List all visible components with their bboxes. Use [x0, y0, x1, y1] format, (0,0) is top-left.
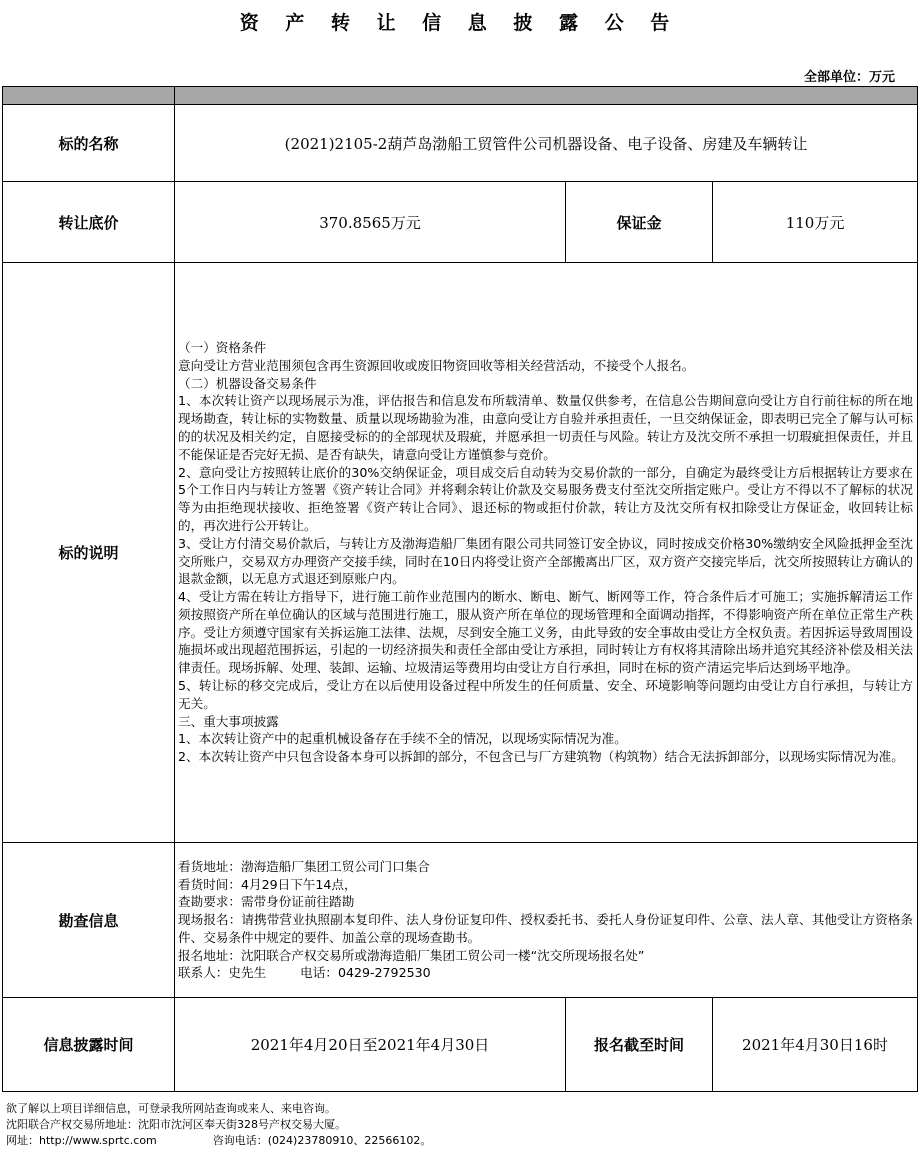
contact-line	[178, 964, 913, 982]
deposit-value: 110万元	[713, 182, 918, 263]
description-paragraph: 2、意向受让方按照转让底价的30%交纳保证金，项目成交后自动转为交易价款的一部分，自确定为最终受让方后根据转让方要求在5个工作日内与转让方签署《资产转让合同》并将剩余转让价款及交易服务费支付至沈交所指定账户。受让方不得以不了解标的状况等为由拒绝现状接收、拒绝签署《资产转让合同》、退还标的物或拒付价款，转让方及沈交所有权扣除受让方保证金，收回转让标的，再次进行公开转让。	[178, 464, 914, 533]
description-paragraph: （二）机器设备交易条件	[178, 375, 317, 391]
description-paragraph: （一）资格条件	[178, 339, 267, 355]
inspection-line: 看货时间：4月29日下午14点，	[178, 876, 357, 892]
description-paragraph: 1、本次转让资产以现场展示为准，评估报告和信息发布所载清单、数量仅供参考，在信息公告期间意向受让方自行前往标的所在地现场勘查，转让标的实物数量、质量以现场勘验为准，由意向受让方自验并承担责任，一旦交纳保证金，即表明已完全了解与认可标的的状况及相关约定，自愿接受标的的全部现状及瑕疵，并愿承担一切责任与风险。转让方及沈交所不承担一切瑕疵担保责任，并且不能保证是否完好无损、是否有缺失，请意向受让方谨慎参与竞价。	[178, 393, 914, 462]
header-bar-row	[3, 87, 918, 105]
contact-phone: 电话：0429-2792530	[300, 965, 431, 981]
description-paragraph: 4、受让方需在转让方指导下，进行施工前作业范围内的断水、断电、断气、断网等工作，符合条件后才可施工；实施拆解清运工作须按照资产所在单位确认的区域与范围进行施工，服从资产所在单位的现场管理和全面调动指挥，不得影响资产所在单位正常生产秩序。受让方须遵守国家有关拆运施工法律、法规，尽到安全施工义务，由此导致的安全事故由受让方全权负责。若因拆运导致周围设施损坏或出现超范围拆运，引起的一切经济损失和责任全部由受让方承担，同时转让方有权将其清除出场并追究其经济补偿及相关法律责任。现场拆解、处理、装卸、运输、垃圾清运等费用均由受让方自行承担，同时在标的资产清运完毕后达到场平地净。	[178, 589, 914, 676]
deadline-value: 2021年4月30日16时	[713, 998, 918, 1092]
target-name-value: (2021)2105-2葫芦岛渤船工贸管件公司机器设备、电子设备、房建及车辆转让	[175, 105, 918, 182]
footer-phone: 咨询电话：(024)23780910、22566102。	[212, 1134, 432, 1147]
price-value: 370.8565万元	[175, 182, 566, 263]
document-title: 资 产 转 让 信 息 披 露 公 告	[239, 12, 680, 34]
footer-line-inquiry: 欲了解以上项目详细信息，可登录我所网站查询或来人、来电咨询。	[6, 1102, 336, 1115]
description-paragraph: 1、本次转让资产中的起重机械设备存在手续不全的情况，以现场实际情况为准。	[178, 731, 627, 747]
price-label: 转让底价	[3, 182, 175, 263]
target-name-label: 标的名称	[3, 105, 175, 182]
header-bar-cell-left	[3, 87, 175, 105]
description-paragraph: 3、受让方付清交易价款后，与转让方及渤海造船厂集团有限公司共同签订安全协议，同时按成交价格30%缴纳安全风险抵押金至沈交所账户，交易双方办理资产交接手续，同时在10日内将受让资产全部搬离出厂区，双方资产交接完毕后，沈交所按照转让方确认的退款金额，以无息方式退还到原账户内。	[178, 535, 914, 587]
description-paragraph: 5、转让标的移交完成后，受让方在以后使用设备过程中所发生的任何质量、安全、环境影响等问题均由受让方自行承担，与转让方无关。	[178, 678, 914, 711]
target-name-row	[3, 105, 918, 182]
disclosure-value: 2021年4月20日至2021年4月30日	[175, 998, 566, 1092]
inspection-label: 勘查信息	[3, 843, 175, 998]
description-paragraph: 三、重大事项披露	[178, 713, 279, 729]
contact-person: 联系人：史先生	[178, 965, 267, 981]
inspection-line: 看货地址：渤海造船厂集团工贸公司门口集合	[178, 858, 430, 874]
description-row	[3, 263, 918, 843]
deposit-label: 保证金	[566, 182, 713, 263]
disclosure-label: 信息披露时间	[3, 998, 175, 1092]
footer-line-contact	[6, 1133, 431, 1149]
unit-note: 全部单位：万元	[803, 70, 895, 85]
description-label: 标的说明	[3, 263, 175, 843]
disclosure-row	[3, 998, 918, 1092]
inspection-line: 查勘要求：需带身份证前往踏勘	[178, 894, 355, 910]
inspection-row	[3, 843, 918, 998]
inspection-line: 现场报名：请携带营业执照副本复印件、法人身份证复印件、授权委托书、委托人身份证复印件、公章、法人章、其他受让方资格条件、交易条件中规定的要件、加盖公章的现场查勘书。	[178, 912, 914, 945]
footer-info	[6, 1101, 431, 1149]
description-paragraph: 2、本次转让资产中只包含设备本身可以拆卸的部分，不包含已与厂方建筑物（构筑物）结合无法拆卸部分，以现场实际情况为准。	[178, 749, 904, 765]
footer-line-address: 沈阳联合产权交易所地址：沈阳市沈河区奉天街328号产权交易大厦。	[6, 1118, 346, 1131]
footer-website[interactable]: 网址：http://www.sprtc.com	[6, 1134, 157, 1147]
price-row	[3, 182, 918, 263]
inspection-line: 报名地址：沈阳联合产权交易所或渤海造船厂集团工贸公司一楼“沈交所现场报名处”	[178, 947, 645, 963]
inspection-body	[175, 843, 918, 998]
announcement-table	[2, 86, 918, 1092]
header-bar-cell-right	[175, 87, 918, 105]
description-paragraph: 意向受让方营业范围须包含再生资源回收或废旧物资回收等相关经营活动，不接受个人报名。	[178, 357, 695, 373]
description-body	[175, 263, 918, 843]
deadline-label: 报名截至时间	[566, 998, 713, 1092]
